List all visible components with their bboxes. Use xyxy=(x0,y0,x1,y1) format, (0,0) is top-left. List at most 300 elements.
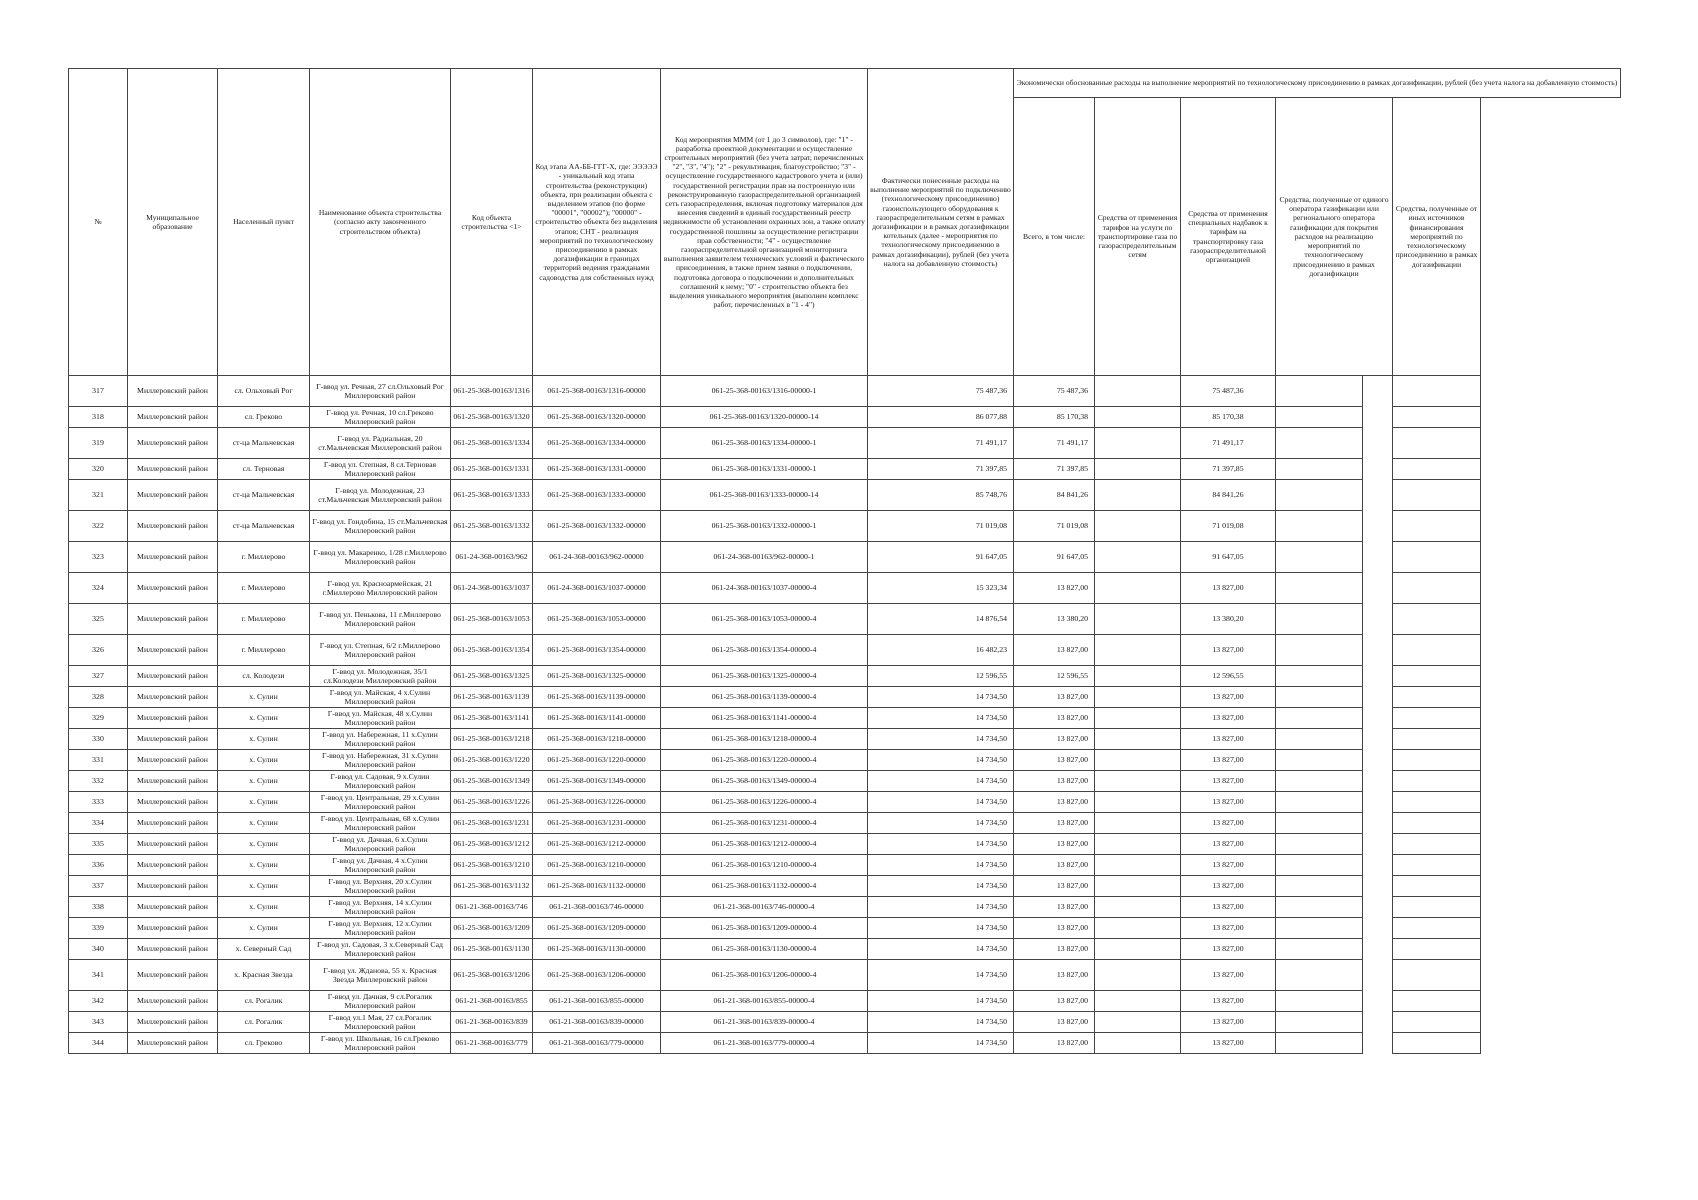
cell-municipality: Миллеровский район xyxy=(128,1033,218,1054)
cell-other-funds xyxy=(1393,897,1481,918)
cell-object-code: 061-21-368-00163/839 xyxy=(451,1012,533,1033)
table-row xyxy=(69,407,1621,428)
cell-object-code: 061-25-368-00163/1332 xyxy=(451,511,533,542)
cell-settlement: х. Сулин xyxy=(218,750,310,771)
cell-num: 328 xyxy=(69,687,128,708)
cell-stage-code: 061-25-368-00163/1316-00000 xyxy=(533,376,661,407)
cell-activity-code: 061-25-368-00163/1226-00000-4 xyxy=(661,792,868,813)
cell-object-code: 061-25-368-00163/1349 xyxy=(451,771,533,792)
cell-actual-costs: 91 647,05 xyxy=(868,542,1014,573)
cell-stage-code: 061-24-368-00163/1037-00000 xyxy=(533,573,661,604)
cell-other-funds xyxy=(1393,939,1481,960)
cell-object-name: Г-ввод ул. Садовая, 3 х.Северный Сад Миллеровский район xyxy=(310,939,451,960)
cell-settlement: х. Сулин xyxy=(218,834,310,855)
cell-stage-code: 061-25-368-00163/1218-00000 xyxy=(533,729,661,750)
cell-operator-funds xyxy=(1276,876,1363,897)
cell-other-funds xyxy=(1393,542,1481,573)
cell-activity-code: 061-25-368-00163/1325-00000-4 xyxy=(661,666,868,687)
cell-spacer xyxy=(1363,604,1393,635)
table-row xyxy=(69,834,1621,855)
cell-object-name: Г-ввод ул. Майская, 48 х.Сулин Миллеровский район xyxy=(310,708,451,729)
cell-num: 343 xyxy=(69,1012,128,1033)
cell-other-funds xyxy=(1393,813,1481,834)
cell-num: 334 xyxy=(69,813,128,834)
cell-tariff-funds xyxy=(1095,792,1181,813)
cell-total: 91 647,05 xyxy=(1014,542,1095,573)
cell-other-funds xyxy=(1393,750,1481,771)
cell-total: 12 596,55 xyxy=(1014,666,1095,687)
cell-object-name: Г-ввод ул. Гондобина, 15 ст.Мальчевская Миллеровский район xyxy=(310,511,451,542)
cell-actual-costs: 14 734,50 xyxy=(868,939,1014,960)
cell-tariff-funds xyxy=(1095,960,1181,991)
cell-stage-code: 061-25-368-00163/1141-00000 xyxy=(533,708,661,729)
cell-spacer xyxy=(1363,480,1393,511)
cell-actual-costs: 71 397,85 xyxy=(868,459,1014,480)
cell-surcharge-funds: 13 827,00 xyxy=(1181,1033,1276,1054)
table-row xyxy=(69,939,1621,960)
cell-activity-code: 061-25-368-00163/1218-00000-4 xyxy=(661,729,868,750)
cell-operator-funds xyxy=(1276,376,1363,407)
cell-spacer xyxy=(1363,376,1393,407)
cell-object-code: 061-25-368-00163/1325 xyxy=(451,666,533,687)
cell-other-funds xyxy=(1393,666,1481,687)
cell-object-name: Г-ввод ул. Верхняя, 14 х.Сулин Миллеровский район xyxy=(310,897,451,918)
cell-stage-code: 061-25-368-00163/1209-00000 xyxy=(533,918,661,939)
cell-tariff-funds xyxy=(1095,459,1181,480)
cell-object-code: 061-25-368-00163/1053 xyxy=(451,604,533,635)
cell-total: 13 827,00 xyxy=(1014,1033,1095,1054)
cell-actual-costs: 12 596,55 xyxy=(868,666,1014,687)
cell-surcharge-funds: 13 827,00 xyxy=(1181,876,1276,897)
cell-object-code: 061-25-368-00163/1206 xyxy=(451,960,533,991)
cell-other-funds xyxy=(1393,991,1481,1012)
cell-tariff-funds xyxy=(1095,991,1181,1012)
cell-operator-funds xyxy=(1276,635,1363,666)
cell-num: 330 xyxy=(69,729,128,750)
cell-surcharge-funds: 13 827,00 xyxy=(1181,897,1276,918)
cell-settlement: х. Сулин xyxy=(218,876,310,897)
cell-operator-funds xyxy=(1276,604,1363,635)
cell-spacer xyxy=(1363,813,1393,834)
cell-stage-code: 061-25-368-00163/1231-00000 xyxy=(533,813,661,834)
cell-spacer xyxy=(1363,834,1393,855)
cell-spacer xyxy=(1363,511,1393,542)
table-row xyxy=(69,771,1621,792)
cell-settlement: сл. Колодези xyxy=(218,666,310,687)
cell-actual-costs: 14 734,50 xyxy=(868,834,1014,855)
cell-surcharge-funds: 12 596,55 xyxy=(1181,666,1276,687)
cell-num: 340 xyxy=(69,939,128,960)
cell-stage-code: 061-21-368-00163/779-00000 xyxy=(533,1033,661,1054)
cell-object-name: Г-ввод ул. Речная, 27 сл.Ольховый Рог Миллеровский район xyxy=(310,376,451,407)
cell-municipality: Миллеровский район xyxy=(128,918,218,939)
cell-stage-code: 061-21-368-00163/839-00000 xyxy=(533,1012,661,1033)
cell-surcharge-funds: 13 827,00 xyxy=(1181,939,1276,960)
table-row xyxy=(69,792,1621,813)
cell-spacer xyxy=(1363,918,1393,939)
cell-other-funds xyxy=(1393,729,1481,750)
cell-actual-costs: 14 734,50 xyxy=(868,708,1014,729)
cell-operator-funds xyxy=(1276,792,1363,813)
cell-surcharge-funds: 13 827,00 xyxy=(1181,729,1276,750)
cell-other-funds xyxy=(1393,376,1481,407)
cell-object-name: Г-ввод ул. Молодежная, 23 ст.Мальчевская Миллеровский район xyxy=(310,480,451,511)
cell-activity-code: 061-21-368-00163/746-00000-4 xyxy=(661,897,868,918)
cell-object-name: Г-ввод ул. Молодежная, 35/1 сл.Колодези Миллеровский район xyxy=(310,666,451,687)
cell-actual-costs: 14 734,50 xyxy=(868,991,1014,1012)
cell-actual-costs: 14 734,50 xyxy=(868,1033,1014,1054)
table-row xyxy=(69,542,1621,573)
cell-object-code: 061-25-368-00163/1220 xyxy=(451,750,533,771)
cell-total: 71 491,17 xyxy=(1014,428,1095,459)
cell-num: 344 xyxy=(69,1033,128,1054)
cell-object-name: Г-ввод ул. Макаренко, 1/28 г.Миллерово Миллеровский район xyxy=(310,542,451,573)
cell-activity-code: 061-21-368-00163/779-00000-4 xyxy=(661,1033,868,1054)
cell-stage-code: 061-25-368-00163/1333-00000 xyxy=(533,480,661,511)
cell-tariff-funds xyxy=(1095,939,1181,960)
cell-actual-costs: 85 748,76 xyxy=(868,480,1014,511)
cell-other-funds xyxy=(1393,792,1481,813)
cell-settlement: х. Сулин xyxy=(218,687,310,708)
cell-tariff-funds xyxy=(1095,376,1181,407)
cell-operator-funds xyxy=(1276,480,1363,511)
cell-actual-costs: 14 734,50 xyxy=(868,792,1014,813)
table-row xyxy=(69,729,1621,750)
cell-surcharge-funds: 13 827,00 xyxy=(1181,855,1276,876)
cell-municipality: Миллеровский район xyxy=(128,771,218,792)
cell-stage-code: 061-25-368-00163/1206-00000 xyxy=(533,960,661,991)
cell-surcharge-funds: 13 827,00 xyxy=(1181,834,1276,855)
cell-activity-code: 061-25-368-00163/1053-00000-4 xyxy=(661,604,868,635)
cell-num: 319 xyxy=(69,428,128,459)
cell-activity-code: 061-25-368-00163/1210-00000-4 xyxy=(661,855,868,876)
header-settlement: Населенный пункт xyxy=(218,69,310,376)
table-row xyxy=(69,1012,1621,1033)
cell-stage-code: 061-25-368-00163/1226-00000 xyxy=(533,792,661,813)
table-row xyxy=(69,750,1621,771)
cell-municipality: Миллеровский район xyxy=(128,573,218,604)
header-surcharge-funds: Средства от применения специальных надбавок к тарифам на транспортировку газа газораспределительной организацией xyxy=(1181,98,1276,376)
header-activity-code: Код мероприятия МММ (от 1 до 3 символов), где: "1" - разработка проектной документации и осуществление строительных мероприятий (без учета затрат, перечисленных "2", "3", "4"); "2" - рекультивация, благоустройство; "3" - осуществление государственного кадастрового учета и (или) государственной регистрации прав на построенную или реконструированную газораспределительной организацией сеть газораспределения, включая подготовку материалов для внесения сведений в единый государственный реестр недвижимости об установлении охранных зон, а также оплату государственной пошлины за осуществление регистрации прав собственности; "4" - осуществление газораспределительной организацией мониторинга выполнения заявителем технических условий и фактического присоединения, в также прием заявки о подключении, подготовка договора о подключении и дополнительных соглашений к нему; "0" - строительство объекта без выделения уникального мероприятия (выполнен комплекс работ, перечисленных в "1 - 4") xyxy=(661,69,868,376)
cell-num: 331 xyxy=(69,750,128,771)
cell-settlement: г. Миллерово xyxy=(218,542,310,573)
cell-activity-code: 061-25-368-00163/1349-00000-4 xyxy=(661,771,868,792)
cell-total: 13 827,00 xyxy=(1014,897,1095,918)
cell-num: 325 xyxy=(69,604,128,635)
table-row xyxy=(69,960,1621,991)
cost-table xyxy=(68,68,1621,1054)
cell-spacer xyxy=(1363,897,1393,918)
cell-settlement: ст-ца Мальчевская xyxy=(218,511,310,542)
cell-object-code: 061-25-368-00163/1334 xyxy=(451,428,533,459)
cell-actual-costs: 15 323,34 xyxy=(868,573,1014,604)
table-row xyxy=(69,428,1621,459)
cell-stage-code: 061-25-368-00163/1220-00000 xyxy=(533,750,661,771)
table-row xyxy=(69,855,1621,876)
cell-surcharge-funds: 13 827,00 xyxy=(1181,687,1276,708)
cell-operator-funds xyxy=(1276,991,1363,1012)
cell-num: 326 xyxy=(69,635,128,666)
cell-spacer xyxy=(1363,855,1393,876)
cell-operator-funds xyxy=(1276,771,1363,792)
cell-stage-code: 061-25-368-00163/1130-00000 xyxy=(533,939,661,960)
cell-operator-funds xyxy=(1276,687,1363,708)
cell-municipality: Миллеровский район xyxy=(128,897,218,918)
cell-other-funds xyxy=(1393,1012,1481,1033)
cell-surcharge-funds: 13 827,00 xyxy=(1181,750,1276,771)
table-row xyxy=(69,604,1621,635)
cell-surcharge-funds: 13 827,00 xyxy=(1181,960,1276,991)
cell-operator-funds xyxy=(1276,729,1363,750)
cell-settlement: х. Сулин xyxy=(218,918,310,939)
cell-object-name: Г-ввод ул.1 Мая, 27 сл.Рогалик Миллеровский район xyxy=(310,1012,451,1033)
cell-activity-code: 061-21-368-00163/855-00000-4 xyxy=(661,991,868,1012)
cell-tariff-funds xyxy=(1095,729,1181,750)
cell-stage-code: 061-24-368-00163/962-00000 xyxy=(533,542,661,573)
cell-num: 332 xyxy=(69,771,128,792)
cell-operator-funds xyxy=(1276,813,1363,834)
cell-surcharge-funds: 13 827,00 xyxy=(1181,918,1276,939)
cell-actual-costs: 14 734,50 xyxy=(868,750,1014,771)
cell-other-funds xyxy=(1393,876,1481,897)
cell-actual-costs: 14 734,50 xyxy=(868,855,1014,876)
cell-spacer xyxy=(1363,687,1393,708)
cell-activity-code: 061-25-368-00163/1334-00000-1 xyxy=(661,428,868,459)
cell-other-funds xyxy=(1393,918,1481,939)
cell-surcharge-funds: 13 827,00 xyxy=(1181,573,1276,604)
cell-spacer xyxy=(1363,939,1393,960)
cell-num: 323 xyxy=(69,542,128,573)
cell-total: 13 827,00 xyxy=(1014,771,1095,792)
cell-object-code: 061-25-368-00163/1333 xyxy=(451,480,533,511)
table-row xyxy=(69,511,1621,542)
cell-surcharge-funds: 13 827,00 xyxy=(1181,1012,1276,1033)
cell-municipality: Миллеровский район xyxy=(128,750,218,771)
cell-municipality: Миллеровский район xyxy=(128,991,218,1012)
table-row xyxy=(69,708,1621,729)
cell-operator-funds xyxy=(1276,1012,1363,1033)
cell-stage-code: 061-25-368-00163/1331-00000 xyxy=(533,459,661,480)
cell-actual-costs: 14 734,50 xyxy=(868,918,1014,939)
header-operator-funds: Средства, полученные от единого оператора газификации или регионального оператора газификации для покрытия расходов на реализацию мероприятий по технологическому присоединению в рамках догазификации xyxy=(1276,98,1393,376)
cell-settlement: х. Сулин xyxy=(218,771,310,792)
cell-stage-code: 061-25-368-00163/1334-00000 xyxy=(533,428,661,459)
cell-num: 335 xyxy=(69,834,128,855)
cell-num: 341 xyxy=(69,960,128,991)
cell-actual-costs: 14 876,54 xyxy=(868,604,1014,635)
table-row xyxy=(69,376,1621,407)
cell-settlement: сл. Греково xyxy=(218,1033,310,1054)
cell-municipality: Миллеровский район xyxy=(128,376,218,407)
cell-object-name: Г-ввод ул. Школьная, 16 сл.Греково Миллеровский район xyxy=(310,1033,451,1054)
cell-num: 318 xyxy=(69,407,128,428)
cell-surcharge-funds: 13 827,00 xyxy=(1181,813,1276,834)
cell-settlement: х. Сулин xyxy=(218,897,310,918)
cell-total: 75 487,36 xyxy=(1014,376,1095,407)
cell-surcharge-funds: 84 841,26 xyxy=(1181,480,1276,511)
cell-object-code: 061-21-368-00163/855 xyxy=(451,991,533,1012)
cell-activity-code: 061-25-368-00163/1320-00000-14 xyxy=(661,407,868,428)
cell-activity-code: 061-25-368-00163/1212-00000-4 xyxy=(661,834,868,855)
cell-tariff-funds xyxy=(1095,813,1181,834)
cell-municipality: Миллеровский район xyxy=(128,666,218,687)
header-tariff-funds: Средства от применения тарифов на услуги по транспортировке газа по газораспределительным сетям xyxy=(1095,98,1181,376)
cell-tariff-funds xyxy=(1095,771,1181,792)
cell-spacer xyxy=(1363,666,1393,687)
cell-object-code: 061-25-368-00163/1331 xyxy=(451,459,533,480)
cell-object-code: 061-25-368-00163/1320 xyxy=(451,407,533,428)
cell-object-code: 061-25-368-00163/1132 xyxy=(451,876,533,897)
cell-spacer xyxy=(1363,428,1393,459)
cell-actual-costs: 14 734,50 xyxy=(868,960,1014,991)
cell-total: 71 019,08 xyxy=(1014,511,1095,542)
cell-municipality: Миллеровский район xyxy=(128,708,218,729)
cell-municipality: Миллеровский район xyxy=(128,511,218,542)
cell-stage-code: 061-25-368-00163/1053-00000 xyxy=(533,604,661,635)
cell-settlement: г. Миллерово xyxy=(218,604,310,635)
cell-num: 342 xyxy=(69,991,128,1012)
cell-surcharge-funds: 71 491,17 xyxy=(1181,428,1276,459)
cell-actual-costs: 14 734,50 xyxy=(868,687,1014,708)
cell-object-name: Г-ввод ул. Красноармейская, 21 г.Миллерово Миллеровский район xyxy=(310,573,451,604)
cell-object-name: Г-ввод ул. Дачная, 9 сл.Рогалик Миллеровский район xyxy=(310,991,451,1012)
cell-num: 317 xyxy=(69,376,128,407)
cell-activity-code: 061-25-368-00163/1206-00000-4 xyxy=(661,960,868,991)
cell-actual-costs: 14 734,50 xyxy=(868,813,1014,834)
table-row xyxy=(69,459,1621,480)
cell-total: 13 827,00 xyxy=(1014,750,1095,771)
cell-settlement: г. Миллерово xyxy=(218,573,310,604)
cell-object-name: Г-ввод ул. Степная, 6/2 г.Миллерово Миллеровский район xyxy=(310,635,451,666)
cell-tariff-funds xyxy=(1095,407,1181,428)
cell-object-code: 061-25-368-00163/1218 xyxy=(451,729,533,750)
cell-other-funds xyxy=(1393,771,1481,792)
cell-settlement: х. Северный Сад xyxy=(218,939,310,960)
cell-stage-code: 061-25-368-00163/1354-00000 xyxy=(533,635,661,666)
cell-tariff-funds xyxy=(1095,708,1181,729)
cell-activity-code: 061-24-368-00163/962-00000-1 xyxy=(661,542,868,573)
cell-total: 13 827,00 xyxy=(1014,687,1095,708)
table-row xyxy=(69,480,1621,511)
cell-total: 13 827,00 xyxy=(1014,708,1095,729)
cell-object-name: Г-ввод ул. Набережная, 31 х.Сулин Миллеровский район xyxy=(310,750,451,771)
cell-municipality: Миллеровский район xyxy=(128,687,218,708)
cell-tariff-funds xyxy=(1095,480,1181,511)
cell-spacer xyxy=(1363,960,1393,991)
cell-actual-costs: 14 734,50 xyxy=(868,1012,1014,1033)
cell-total: 13 827,00 xyxy=(1014,876,1095,897)
cell-spacer xyxy=(1363,407,1393,428)
cell-settlement: ст-ца Мальчевская xyxy=(218,428,310,459)
cell-activity-code: 061-21-368-00163/839-00000-4 xyxy=(661,1012,868,1033)
cell-object-code: 061-25-368-00163/1209 xyxy=(451,918,533,939)
table-body xyxy=(69,376,1621,1054)
cell-other-funds xyxy=(1393,1033,1481,1054)
cell-spacer xyxy=(1363,542,1393,573)
header-stage-code: Код этапа АА-ББ-ГГГ-Х, где: ЭЭЭЭЭ - уникальный код этапа строительства (реконструкции) объекта, при реализации объекта с выделением этапов (по форме "00001", "00002"); "00000" - строительство объекта без выделения этапов; СНТ - реализация мероприятий по технологическому присоединению в рамках догазификации в границах территорий ведения гражданами садоводства для собственных нужд xyxy=(533,69,661,376)
table-row xyxy=(69,573,1621,604)
cell-actual-costs: 71 491,17 xyxy=(868,428,1014,459)
cell-total: 85 170,38 xyxy=(1014,407,1095,428)
cell-municipality: Миллеровский район xyxy=(128,729,218,750)
cell-stage-code: 061-25-368-00163/1210-00000 xyxy=(533,855,661,876)
cell-tariff-funds xyxy=(1095,918,1181,939)
cell-municipality: Миллеровский район xyxy=(128,428,218,459)
cell-stage-code: 061-25-368-00163/1320-00000 xyxy=(533,407,661,428)
cell-num: 336 xyxy=(69,855,128,876)
cell-other-funds xyxy=(1393,428,1481,459)
cell-num: 329 xyxy=(69,708,128,729)
cell-municipality: Миллеровский район xyxy=(128,834,218,855)
cell-total: 13 380,20 xyxy=(1014,604,1095,635)
table-row xyxy=(69,991,1621,1012)
cell-operator-funds xyxy=(1276,459,1363,480)
cell-total: 13 827,00 xyxy=(1014,939,1095,960)
header-object-code: Код объекта строительства <1> xyxy=(451,69,533,376)
cell-object-name: Г-ввод ул. Центральная, 29 х.Сулин Миллеровский район xyxy=(310,792,451,813)
cell-object-name: Г-ввод ул. Жданова, 55 х. Красная Звезда Миллеровский район xyxy=(310,960,451,991)
table-row xyxy=(69,666,1621,687)
cell-other-funds xyxy=(1393,708,1481,729)
cell-surcharge-funds: 13 827,00 xyxy=(1181,771,1276,792)
cell-tariff-funds xyxy=(1095,834,1181,855)
cell-other-funds xyxy=(1393,635,1481,666)
cell-tariff-funds xyxy=(1095,635,1181,666)
cell-surcharge-funds: 85 170,38 xyxy=(1181,407,1276,428)
cell-tariff-funds xyxy=(1095,855,1181,876)
header-num: № xyxy=(69,69,128,376)
cell-other-funds xyxy=(1393,459,1481,480)
cell-surcharge-funds: 71 019,08 xyxy=(1181,511,1276,542)
cell-spacer xyxy=(1363,750,1393,771)
cell-num: 339 xyxy=(69,918,128,939)
cell-spacer xyxy=(1363,729,1393,750)
cell-operator-funds xyxy=(1276,834,1363,855)
cell-stage-code: 061-25-368-00163/1132-00000 xyxy=(533,876,661,897)
cell-actual-costs: 14 734,50 xyxy=(868,897,1014,918)
cell-other-funds xyxy=(1393,834,1481,855)
cell-total: 13 827,00 xyxy=(1014,1012,1095,1033)
cell-object-name: Г-ввод ул. Верхняя, 12 х.Сулин Миллеровский район xyxy=(310,918,451,939)
cell-total: 13 827,00 xyxy=(1014,635,1095,666)
cell-surcharge-funds: 75 487,36 xyxy=(1181,376,1276,407)
cell-stage-code: 061-25-368-00163/1212-00000 xyxy=(533,834,661,855)
cell-spacer xyxy=(1363,459,1393,480)
cell-operator-funds xyxy=(1276,939,1363,960)
cell-spacer xyxy=(1363,573,1393,604)
cell-municipality: Миллеровский район xyxy=(128,792,218,813)
cell-other-funds xyxy=(1393,407,1481,428)
cell-operator-funds xyxy=(1276,750,1363,771)
cell-tariff-funds xyxy=(1095,897,1181,918)
cell-object-name: Г-ввод ул. Речная, 10 сл.Греково Миллеровский район xyxy=(310,407,451,428)
cell-stage-code: 061-21-368-00163/746-00000 xyxy=(533,897,661,918)
cell-spacer xyxy=(1363,771,1393,792)
table-row xyxy=(69,897,1621,918)
cell-total: 13 827,00 xyxy=(1014,834,1095,855)
cell-spacer xyxy=(1363,991,1393,1012)
cell-settlement: х. Красная Звезда xyxy=(218,960,310,991)
cell-other-funds xyxy=(1393,960,1481,991)
cell-object-name: Г-ввод ул. Дачная, 4 х.Сулин Миллеровский район xyxy=(310,855,451,876)
cell-activity-code: 061-24-368-00163/1037-00000-4 xyxy=(661,573,868,604)
cell-operator-funds xyxy=(1276,407,1363,428)
cell-num: 337 xyxy=(69,876,128,897)
cell-num: 338 xyxy=(69,897,128,918)
cell-tariff-funds xyxy=(1095,1033,1181,1054)
cell-municipality: Миллеровский район xyxy=(128,855,218,876)
cell-operator-funds xyxy=(1276,542,1363,573)
